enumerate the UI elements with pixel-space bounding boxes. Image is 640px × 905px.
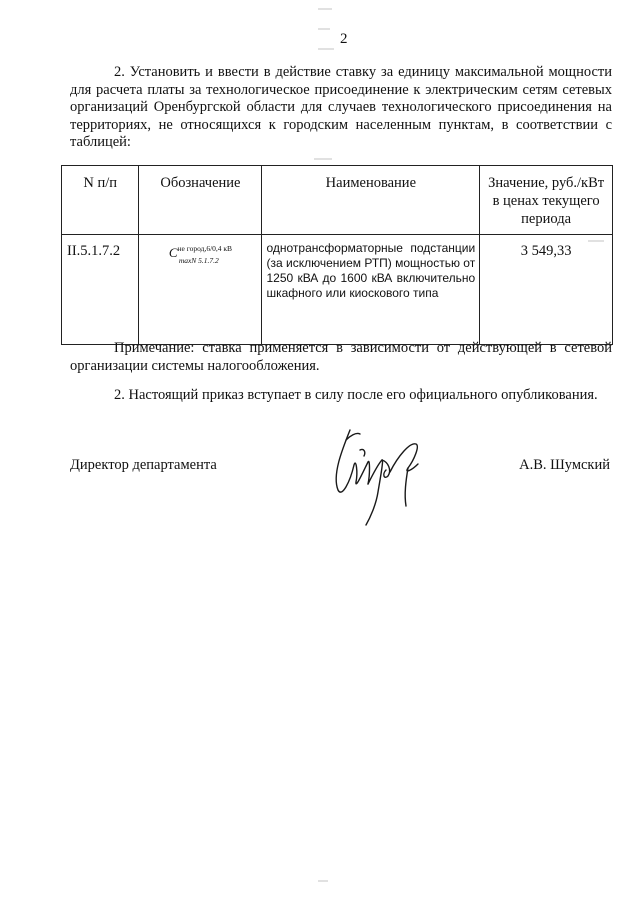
table-header-row (62, 166, 613, 235)
handwritten-signature (320, 420, 440, 530)
formula-base: C (168, 245, 178, 260)
scan-artifact (318, 8, 332, 10)
header-value: Значение, руб./кВт в ценах текущего периода (480, 166, 613, 235)
intro-paragraph: 2. Установить и ввести в действие ставку за единицу максимальной мощности для расчета платы за технологическое присоединение к электрическим сетям сетевых организаций Оренбургской области для случаев технологического присоединения на территориях, не относящихся к городским населенным пунктам, в соответствии с таблицей: (70, 64, 612, 150)
scan-artifact (318, 48, 334, 50)
rate-formula (168, 243, 233, 265)
formula-subscript: maxN 5.1.7.2 (178, 256, 219, 265)
rates-table (61, 165, 613, 345)
row-name: однотрансформаторные подстанции (за исключением РТП) мощностью от 1250 кВА до 1600 кВА включительно шкафного или киоскового типа (262, 235, 480, 345)
signatory-name: А.В. Шумский (519, 457, 610, 473)
formula-superscript: не город,6/0,4 кВ (177, 244, 233, 253)
note-paragraph: Примечание: ставка применяется в зависимости от действующей в сетевой организации системы налогообложения. (70, 340, 612, 374)
scan-artifact (318, 28, 330, 30)
row-value: 3 549,33 (480, 235, 613, 345)
header-name: Наименование (262, 166, 480, 235)
header-num: N п/п (62, 166, 139, 235)
row-num: II.5.1.7.2 (62, 235, 139, 345)
row-code (139, 235, 262, 345)
page-number: 2 (340, 31, 348, 47)
table-row (62, 235, 613, 345)
scan-artifact (318, 880, 328, 882)
scan-artifact (314, 158, 332, 160)
header-code: Обозначение (139, 166, 262, 235)
signatory-title: Директор департамента (70, 457, 217, 473)
order-paragraph: 2. Настоящий приказ вступает в силу после его официального опубликования. (114, 387, 598, 403)
scan-artifact (588, 240, 604, 242)
